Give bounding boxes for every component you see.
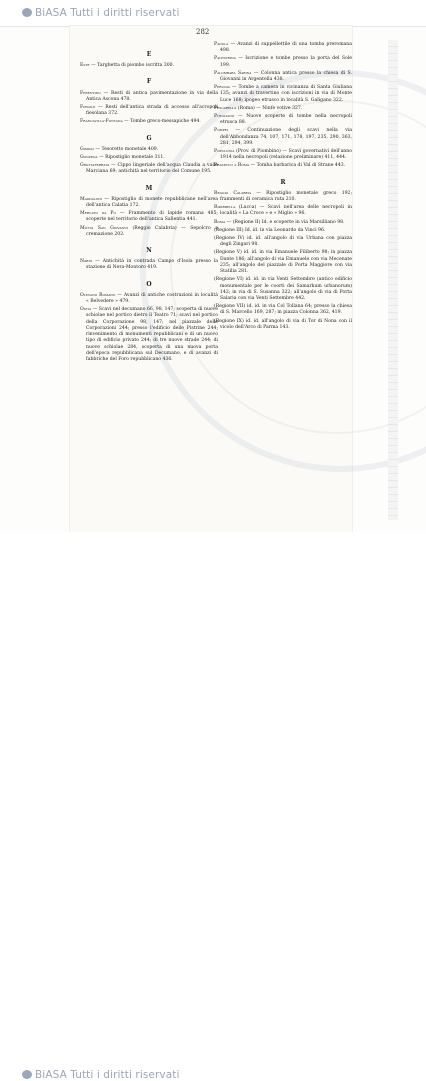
index-entry [80,119,218,125]
index-entry [80,259,218,271]
page-edge [388,40,398,520]
index-entry [214,128,352,147]
entry-place-name: Motta San Giovanni [80,225,128,231]
index-entry [214,149,352,161]
index-entry [80,226,218,238]
biasa-logo-icon [22,8,32,17]
section-letter: E [146,51,152,58]
index-entry [80,147,218,153]
section-letter: O [146,280,152,288]
entry-text: — Ripostiglio monetale greco 192; frammenti di ceramica ruta 210. [220,190,353,203]
entry-text: — Avanzi di suppellettile di una tomba preromana 498. [220,42,352,54]
page-number: 282 [196,28,210,36]
entry-text: (Regione IV) id. id. all'angolo di via Urbana con piazza degli Zingari 98. [214,236,352,248]
entry-place-name: Este [80,63,90,69]
entry-place-name: Populonia [214,149,235,155]
entry-text: — Frammento di lapide romana 485; scoperte nel territorio dell'antica Sallentia 441. [86,211,218,223]
index-entry [80,91,218,103]
biasa-logo-icon [22,1070,32,1079]
entry-place-name: Pitigliano [214,114,235,120]
entry-text: (Prov. di Piombino) — Scavi governativi dell'anno 1914 nella necropoli (relazione preliminare) 411, 444. [220,149,352,161]
entry-text: (Regione IX) id. id. all'angolo di via di Tor di Nona con il vicolo dell'Arco di Parma 143. [214,318,352,330]
entry-place-name: Mercato da Po [80,211,116,217]
entry-text: (Regione VI) id. id. in via Venti Settembre (antico edificio monumentale per le coorti dei Samarkum urbanorum) 142; in via di S. Susanna 322; all'angolo di via di Porta Salaria con via Venti Settembre 442. [214,277,352,301]
entry-text: — Cippo lingeriale dell'acqua Claudia a valle Marciana 69; antichità nel territorio del Comune 195. [86,163,218,175]
index-entry [80,307,218,363]
entry-place-name: Maddaloni [80,196,103,202]
entry-text: (Lucca) — Scavi nell'area delle necropoli in località « La Croce » e « Miglio » 96. [220,205,352,217]
index-entry [214,304,352,316]
entry-place-name: Pompei [214,128,229,134]
entry-text: — Resti di antica pavimentazione in via della Antica Ascona 478. [86,90,218,102]
index-entry [80,293,218,305]
entry-place-name: Ferentino [80,90,101,96]
entry-text: — Antichità in contrada Campo d'Isola presso la stazione di Nera-Montoro 419. [86,259,218,271]
index-entry [214,236,352,248]
top-watermark [22,7,179,19]
entry-text: — (Regione II) Id. e scoperte in via Marsilliano 98. [226,219,345,225]
entry-place-name: Olevano Romano [80,292,116,298]
entry-text: (Regione V) id. id. in via Emanuele Filiberto 98; in piazza Dante 186; all'angolo di via Emanuele con via Mecenate 235; all'angolo del piazzale di Porta Maggiore con via Statilia 281. [214,250,352,275]
entry-text: — Tombe greco-messapiche 494. [124,119,201,125]
index-entry [80,211,218,223]
index-entry [214,205,352,217]
entry-place-name: Riparbella [214,205,236,211]
entry-place-name: Pescarella [214,105,237,111]
section-letter: N [146,247,152,255]
section-letter: M [145,184,153,192]
index-column-left [80,42,218,365]
index-entry [214,71,352,83]
entry-place-name: Prasecco a Roma [214,163,250,169]
bottom-watermark-bar [0,532,426,1081]
entry-text: — Colonna antica presso la chiesa di S. Giovanni in Argentella 438. [220,70,352,83]
entry-text: — Continuazione degli scavi nella via dell'Abbondanza 74, 107, 171, 178, 197, 235, 290, 363, 281, 294, 399. [220,128,352,146]
entry-text: — Resti dell'antica strada di accesso all'acropoli fiesolana 372. [86,105,219,117]
entry-place-name: Palestrina [214,56,236,62]
entry-place-name: Padula [214,42,229,47]
bottom-watermark [22,1069,179,1081]
entry-place-name: Reggio Calabria [214,190,252,196]
entry-place-name: Grottaferrata [80,163,110,169]
index-entry [80,155,218,161]
index-entry [214,163,352,169]
bottom-watermark-text: BiASA Tutti i diritti riservati [35,1069,180,1081]
index-entry [214,250,352,275]
entry-place-name: Palombara Sabina [214,70,252,76]
section-letter: F [146,78,152,86]
index-entry [214,220,352,226]
index-entry [214,42,352,54]
entry-text: — Nuove scoperte di tombe nella necropoli etrusca 88. [220,114,352,126]
entry-text: — Tomba barbarica di Val di Strane 443. [250,163,346,169]
index-entry [80,105,218,117]
entry-text: — Tesoretto monetale 409. [95,146,159,152]
entry-text: — Tombe a camera in vicinanza di Santa Giuliana 135; avanzi di travertino con iscrizioni in via di Monte Luce 168; ipogeo etrusco in località S. Galigano 322. [220,85,352,103]
entry-text: (Reggio Calabria) — Sepolcro a cremazione 202. [86,225,218,237]
entry-place-name: Gonzega [80,155,98,161]
entry-place-name: Narni [80,259,93,265]
index-entry [214,228,352,234]
entry-text: — Scavi nel decumano 66, 98, 147; scoperta di nuove schiolae nel portico dietro il Teatro 71; scavi nel portico della Corporazione 98, 147; nel piazzale delle Corporazioni 244; presso l'edificio delle Pistrine 244; rinvenimento di monumenti repubblicani e di un nuovo tipo di edificio privato 244; di tre nuove strade 244; di nuove schiolae 284, scoperta di una nuova porta dell'epoca repubblicana sul Decumano, e di avanzi di fabbriche del Foro repubblicano 436. [86,307,218,362]
entry-place-name: Francavilla-Fontana [80,119,123,125]
entry-place-name: Gimigo [80,146,94,152]
index-entry [214,106,352,112]
index-entry [214,56,352,68]
index-entry [80,63,218,69]
entry-place-name: Perugia [214,85,230,91]
entry-text: — Targhetta di piombo iscritta 300. [91,63,175,69]
entry-text: (Roma) — Ninfe votive 327. [237,105,303,111]
index-column-right [214,42,352,333]
index-entry [214,277,352,302]
section-letter: R [280,178,286,186]
entry-text: — Avanzi di antiche costruzioni in località « Belvedere » 479. [86,292,218,305]
entry-text: — Iscrizione e tombe presso la porta del Sole 199. [220,56,352,68]
index-entry [214,85,352,104]
index-entry [214,114,352,126]
top-watermark-text: BiASA Tutti i diritti riservati [35,7,180,19]
entry-text: — Ripostiglio monetale 311. [99,155,165,161]
entry-text: (Regione VII) id. id. in via Col Tollana 64; presso la chiesa di S. Marcello 169, 287; in piazza Colonna 362, 419. [214,304,352,316]
section-letter: G [146,134,152,142]
index-entry [80,163,218,175]
entry-text: — Ripostiglio di monete repubblicane nell'area dell'antica Calatia 172. [86,196,218,209]
index-entry [80,197,218,209]
entry-text: (Regione III) Id. id. in via Leonardo da Vinci 96. [214,227,326,233]
index-entry [214,191,352,203]
entry-place-name: Fiesole [80,105,96,111]
index-entry [214,319,352,331]
top-watermark-bar [0,0,426,27]
entry-place-name: Roma [214,219,226,225]
entry-place-name: Ostia [80,307,92,313]
